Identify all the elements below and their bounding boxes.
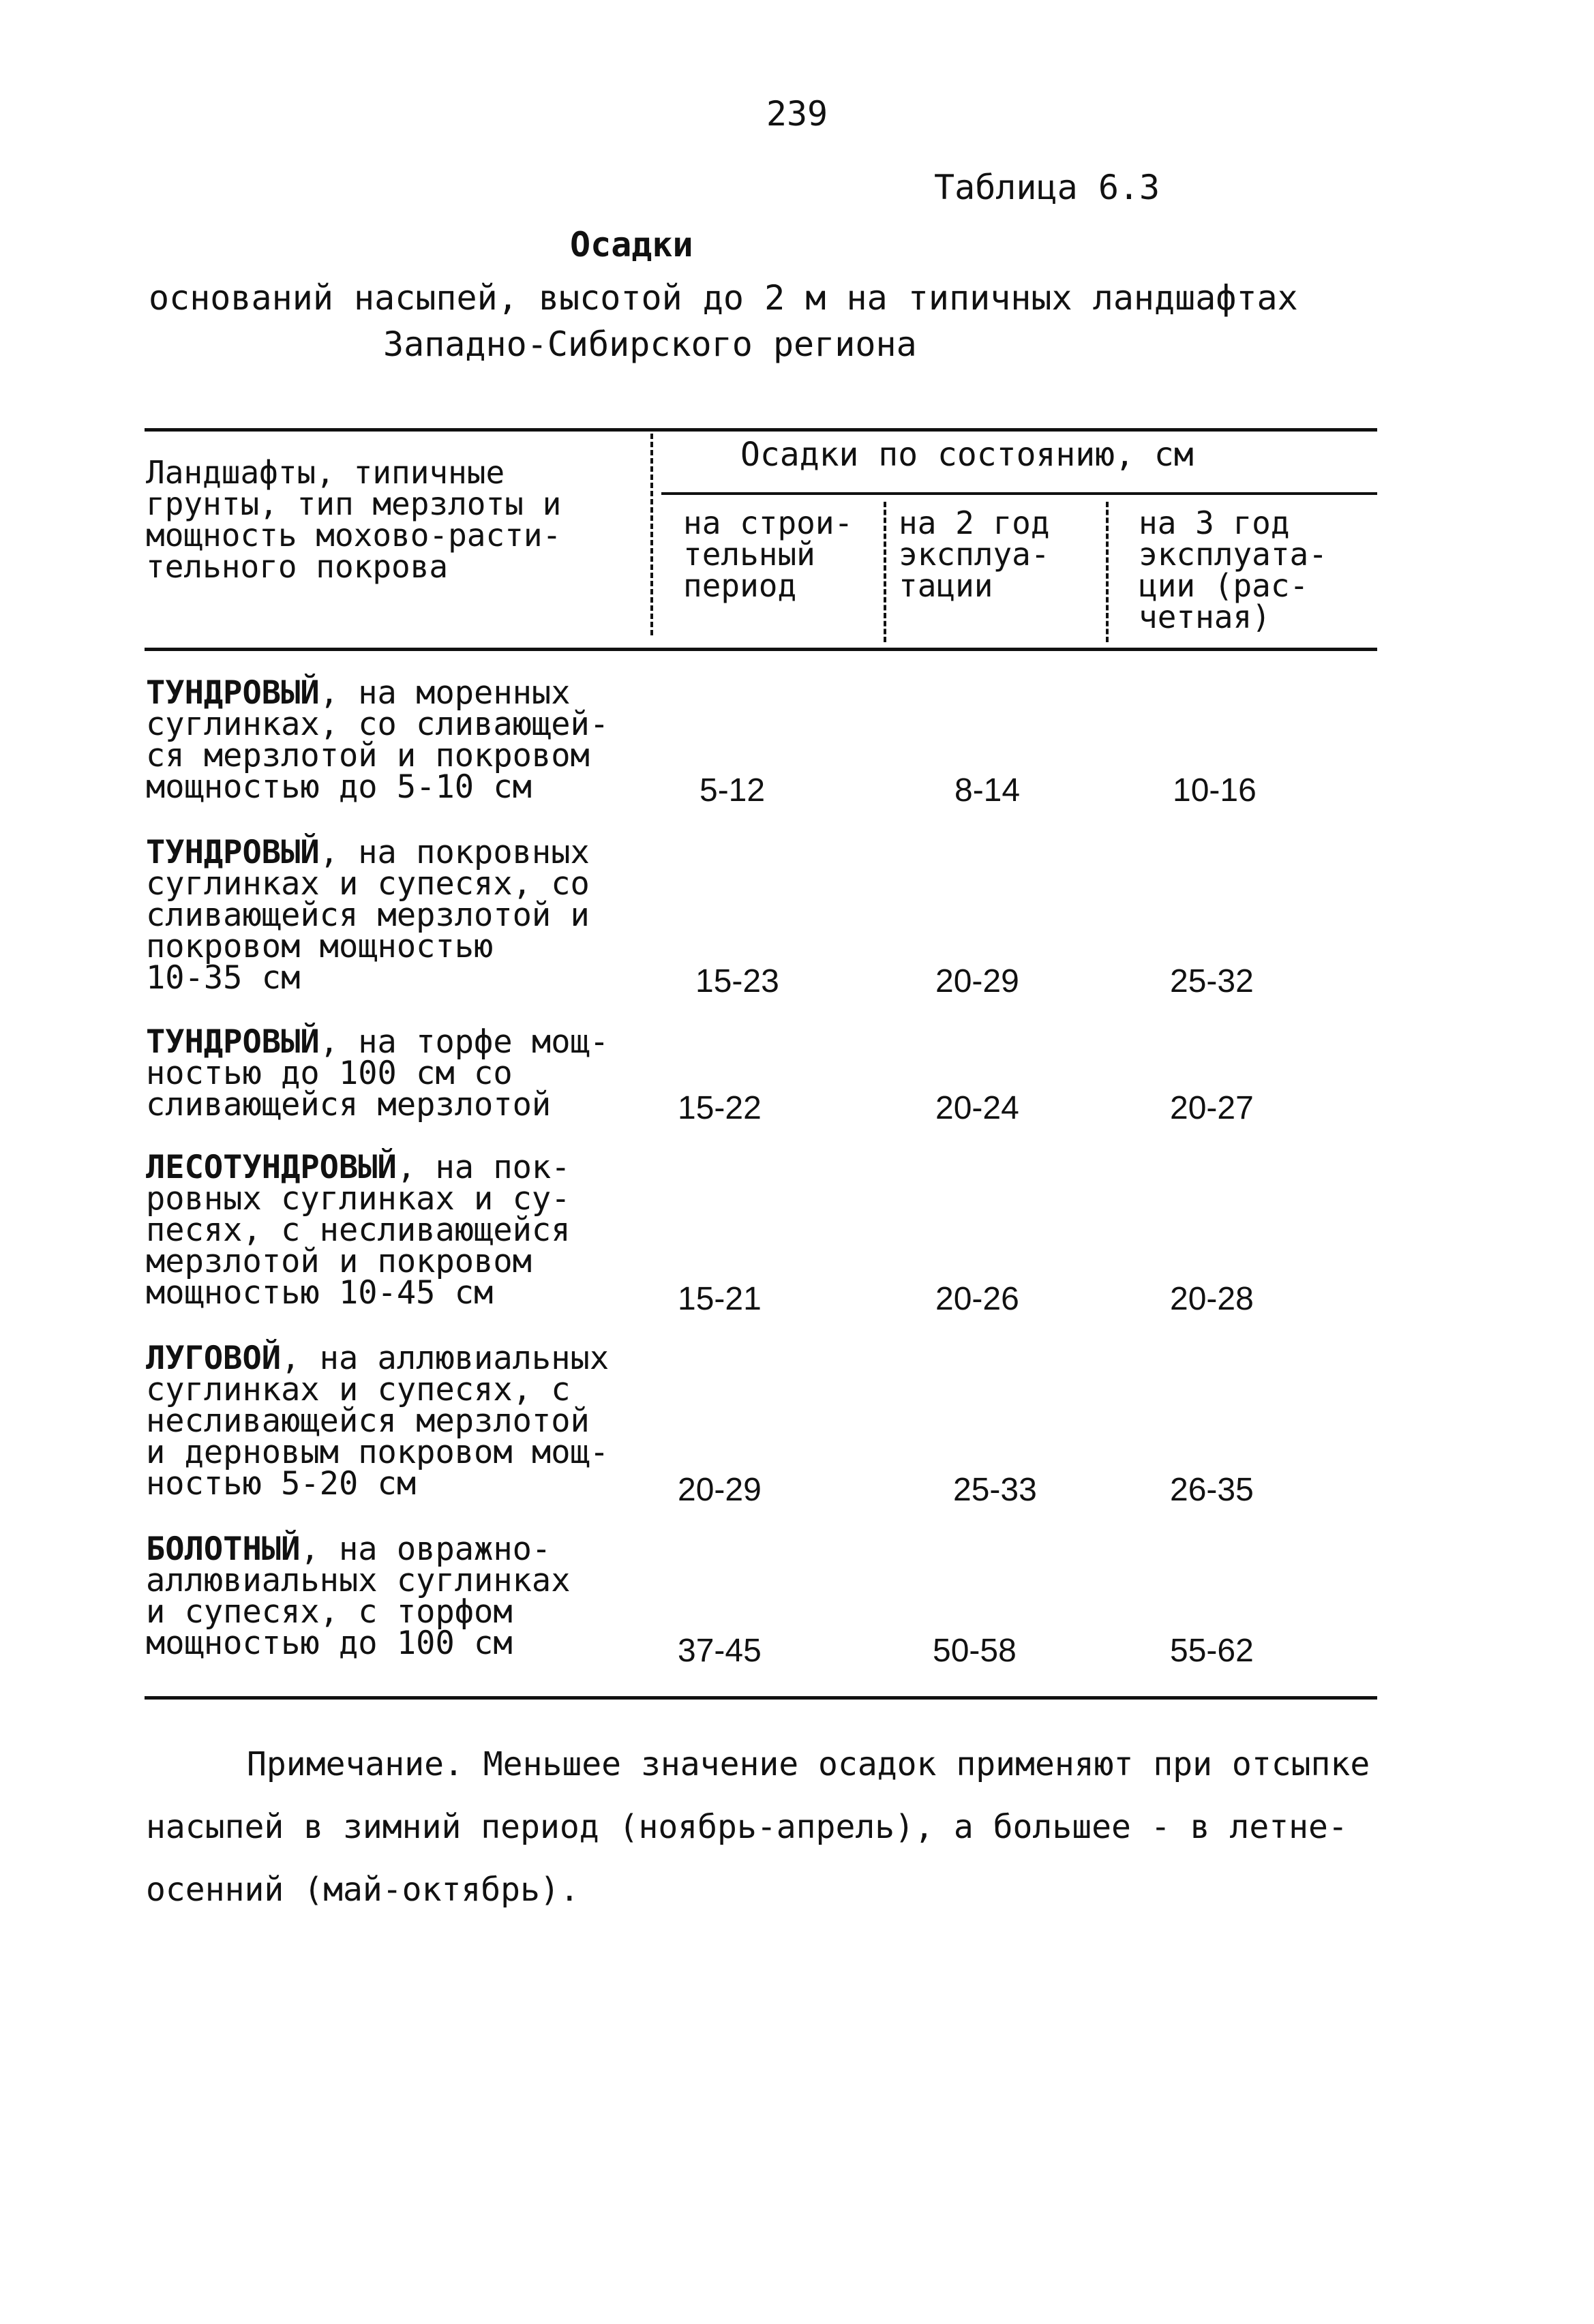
header-construction-period: на строи- тельный период <box>683 504 854 604</box>
row-6-landscape: БОЛОТНЫЙ <box>146 1530 301 1568</box>
table-row-2-description <box>146 834 650 997</box>
table-row-3-description <box>146 1023 650 1123</box>
column-separator-2 <box>884 502 886 642</box>
row-1-year-2: 8-14 <box>954 772 1021 809</box>
row-4-construction: 15-21 <box>678 1281 762 1317</box>
group-header-underline <box>661 492 1377 495</box>
row-6-year-3: 55-62 <box>1170 1633 1254 1669</box>
row-1-construction: 5-12 <box>700 772 766 809</box>
row-5-year-2: 25-33 <box>953 1472 1037 1508</box>
row-2-construction: 15-23 <box>695 963 779 999</box>
header-group-settlement: Осадки по состоянию, см <box>740 436 1194 474</box>
header-year-2: на 2 год эксплуа- тации <box>899 504 1050 604</box>
table-title-line-1: Осадки <box>570 225 693 265</box>
row-5-details: , на аллювиальных суглинках и супесях, с несливающейся мерзлотой и дерновым покровом мощ- ностью 5-20 см <box>146 1340 610 1503</box>
table-title-line-3: Западно-Сибирского региона <box>383 325 917 364</box>
row-6-year-2: 50-58 <box>933 1633 1017 1669</box>
row-1-details: , на моренных суглинках, со сливающей- ся мерзлотой и покровом мощностью до 5-10 см <box>146 674 610 806</box>
table-note-text: Примечание. Меньшее значение осадок применяют при отсыпке насыпей в зимний период (ноябрь-апрель), а большее - в летне-осенний (май-октябрь). <box>146 1745 1370 1909</box>
column-separator-1 <box>650 434 653 635</box>
row-6-construction: 37-45 <box>678 1633 762 1669</box>
table-bottom-rule <box>145 1696 1377 1700</box>
table-row-1-description <box>146 674 650 806</box>
row-5-landscape: ЛУГОВОЙ <box>146 1340 282 1377</box>
header-bottom-rule <box>145 648 1377 651</box>
row-2-year-2: 20-29 <box>935 963 1019 999</box>
table-id: Таблица 6.3 <box>934 168 1160 207</box>
header-landscape: Ландшафты, типичные грунты, тип мерзлоты и мощность мохово-расти- тельного покрова <box>146 454 562 585</box>
row-3-year-2: 20-24 <box>935 1090 1019 1126</box>
table-top-rule <box>145 428 1377 432</box>
row-6-details: , на овражно- аллювиальных суглинках и супесях, с торфом мощностью до 100 см <box>146 1530 571 1662</box>
column-separator-3 <box>1106 502 1109 642</box>
row-4-year-2: 20-26 <box>935 1281 1019 1317</box>
row-4-year-3: 20-28 <box>1170 1281 1254 1317</box>
header-year-3: на 3 год эксплуата- ции (рас- четная) <box>1139 504 1327 635</box>
table-row-6-description <box>146 1530 650 1662</box>
row-3-year-3: 20-27 <box>1170 1090 1254 1126</box>
row-2-landscape: ТУНДРОВЫЙ <box>146 834 320 871</box>
row-4-landscape: ЛЕСОТУНДРОВЫЙ <box>146 1149 397 1186</box>
row-1-landscape: ТУНДРОВЫЙ <box>146 674 320 712</box>
row-3-construction: 15-22 <box>678 1090 762 1126</box>
table-row-5-description <box>146 1340 650 1503</box>
row-2-details: , на покровных суглинках и супесях, со сливающейся мерзлотой и покровом мощностью 10-35 см <box>146 834 590 997</box>
row-1-year-3: 10-16 <box>1173 772 1257 809</box>
table-note <box>146 1733 1441 1921</box>
table-row-4-description <box>146 1149 650 1312</box>
page-number: 239 <box>766 94 828 134</box>
row-3-landscape: ТУНДРОВЫЙ <box>146 1023 320 1061</box>
table-title-line-2: оснований насыпей, высотой до 2 м на типичных ландшафтах <box>149 278 1298 318</box>
row-3-details: , на торфе мощ- ностью до 100 см со сливающейся мерзлотой <box>146 1023 610 1123</box>
row-5-construction: 20-29 <box>678 1472 762 1508</box>
row-2-year-3: 25-32 <box>1170 963 1254 999</box>
row-5-year-3: 26-35 <box>1170 1472 1254 1508</box>
row-4-details: , на пок- ровных суглинках и су- песях, с несливающейся мерзлотой и покровом мощностью 10-45 см <box>146 1149 571 1312</box>
